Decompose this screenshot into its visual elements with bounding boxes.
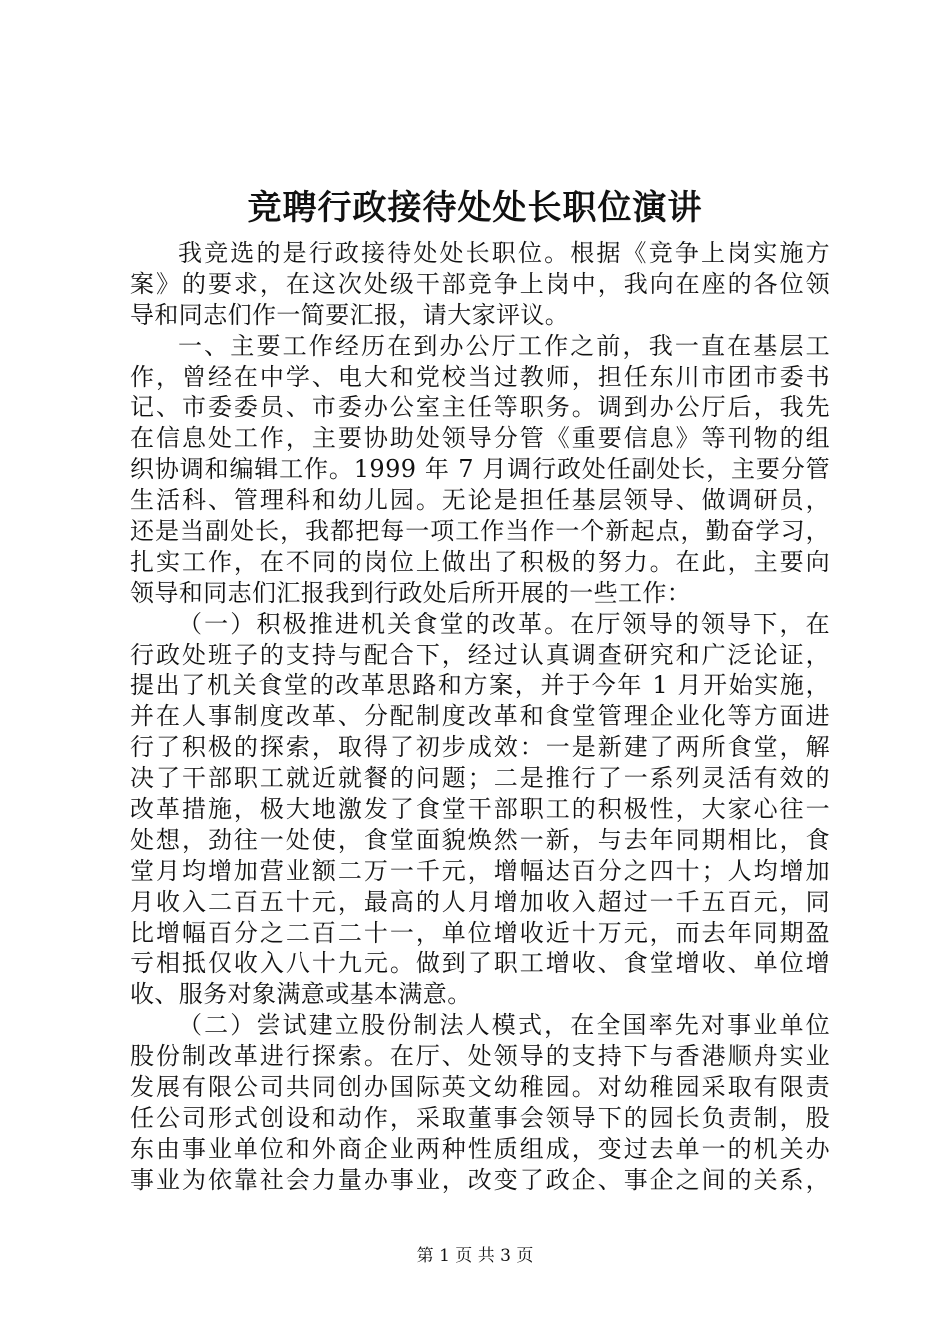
text-line: 还是当副处长，我都把每一项工作当作一个新起点，勤奋学习， xyxy=(130,517,830,546)
text-line: 导和同志们作一简要汇报，请大家评议。 xyxy=(130,300,570,329)
text-line: 堂月均增加营业额二万一千元，增幅达百分之四十；人均增加 xyxy=(130,856,830,885)
text-line: 月收入二百五十元，最高的人月增加收入超过一千五百元，同 xyxy=(130,887,830,916)
text-line: 比增幅百分之二百二十一，单位增收近十万元，而去年同期盈 xyxy=(130,918,830,947)
text-line: 行政处班子的支持与配合下，经过认真调查研究和广泛论证， xyxy=(130,640,830,669)
text-line: 收、服务对象满意或基本满意。 xyxy=(130,980,472,1009)
text-line: 决了干部职工就近就餐的问题；二是推行了一系列灵活有效的 xyxy=(130,764,830,793)
text-line: 扎实工作，在不同的岗位上做出了积极的努力。在此，主要向 xyxy=(130,547,830,576)
text-line: 一、主要工作经历在到办公厅工作之前，我一直在基层工 xyxy=(178,331,830,360)
text-line: 股份制改革进行探索。在厅、处领导的支持下与香港顺舟实业 xyxy=(130,1042,830,1071)
text-line: 作，曾经在中学、电大和党校当过教师，担任东川市团市委书 xyxy=(130,362,830,391)
text-line: 记、市委委员、市委办公室主任等职务。调到办公厅后，我先 xyxy=(130,393,830,422)
text-line: 改革措施，极大地激发了食堂干部职工的积极性，大家心往一 xyxy=(130,795,830,824)
text-line: 织协调和编辑工作。1999 年 7 月调行政处任副处长，主要分管 xyxy=(130,455,830,484)
text-line: 东由事业单位和外商企业两种性质组成，变过去单一的机关办 xyxy=(130,1134,830,1163)
text-line: 处想，劲往一处使，食堂面貌焕然一新，与去年同期相比，食 xyxy=(130,825,830,854)
text-line: 任公司形式创设和动作，采取董事会领导下的园长负责制，股 xyxy=(130,1103,830,1132)
text-line: 并在人事制度改革、分配制度改革和食堂管理企业化等方面进 xyxy=(130,702,830,731)
text-line: （一）积极推进机关食堂的改革。在厅领导的领导下，在 xyxy=(178,609,830,638)
text-line: （二）尝试建立股份制法人模式，在全国率先对事业单位 xyxy=(178,1011,830,1040)
text-line: 提出了机关食堂的改革思路和方案，并于今年 1 月开始实施， xyxy=(130,671,830,700)
text-line: 生活科、管理科和幼儿园。无论是担任基层领导、做调研员， xyxy=(130,486,830,515)
text-line: 行了积极的探索，取得了初步成效：一是新建了两所食堂，解 xyxy=(130,733,830,762)
text-line: 我竞选的是行政接待处处长职位。根据《竞争上岗实施方 xyxy=(178,239,830,267)
text-line: 事业为依靠社会力量办事业，改变了政企、事企之间的关系， xyxy=(130,1165,830,1194)
text-line: 亏相抵仅收入八十九元。做到了职工增收、食堂增收、单位增 xyxy=(130,949,830,978)
text-line: 在信息处工作，主要协助处领导分管《重要信息》等刊物的组 xyxy=(130,424,830,453)
document-title: 竞聘行政接待处处长职位演讲 xyxy=(247,188,703,228)
document-body xyxy=(130,238,830,1196)
page-number-footer: 第 1 页 共 3 页 xyxy=(416,1246,534,1266)
text-line: 发展有限公司共同创办国际英文幼稚园。对幼稚园采取有限责 xyxy=(130,1073,830,1102)
text-line: 案》的要求，在这次处级干部竞争上岗中，我向在座的各位领 xyxy=(130,269,830,298)
text-line: 领导和同志们汇报我到行政处后所开展的一些工作： xyxy=(130,578,692,607)
